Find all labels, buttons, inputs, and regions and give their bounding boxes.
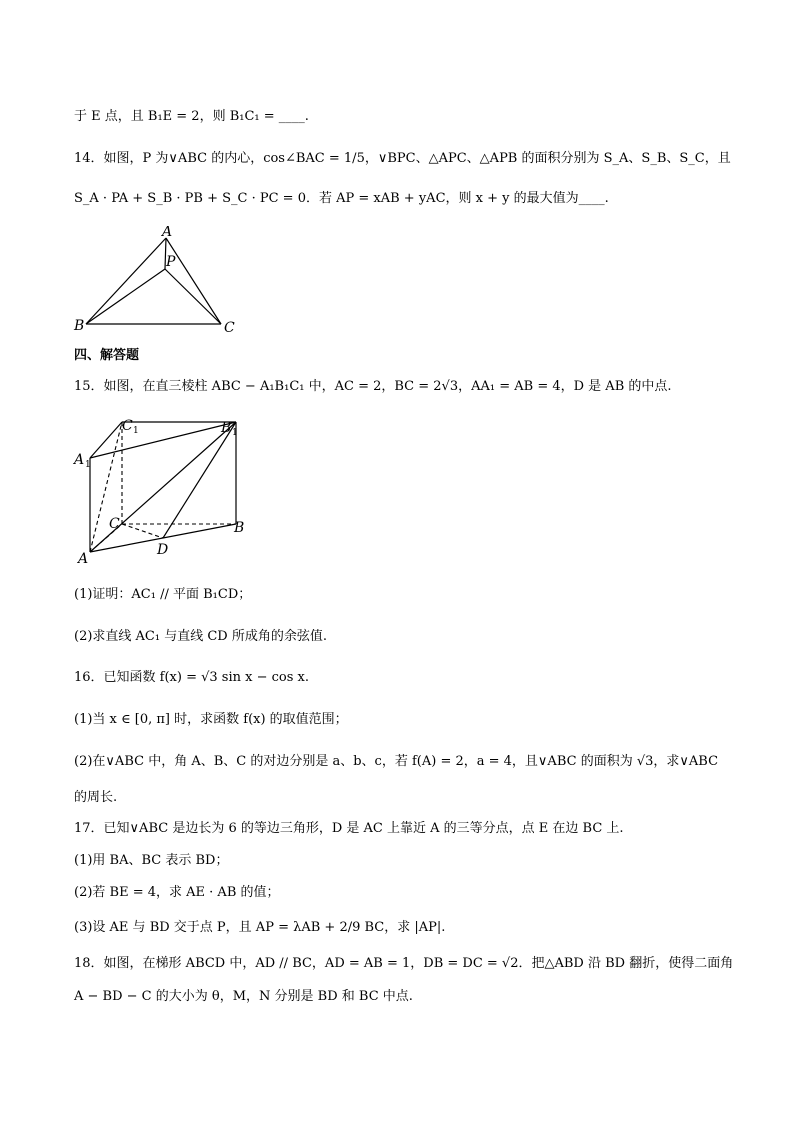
problem-18-line-1: 18．如图，在梯形 ABCD 中，AD // BC，AD = AB = 1，DB = DC = √2．把△ABD 沿 BD 翻折，使得二面角 [74, 956, 734, 971]
problem-17-line: 17．已知∨ABC 是边长为 6 的等边三角形，D 是 AC 上靠近 A 的三等分点，点 E 在边 BC 上. [74, 821, 624, 836]
section-heading-answers: 四、解答题 [74, 348, 140, 363]
point-label-d: D [157, 542, 169, 558]
problem-15-line: 15．如图，在直三棱柱 ABC − A₁B₁C₁ 中，AC = 2，BC = 2√3，AA₁ = AB = 4，D 是 AB 的中点. [74, 379, 672, 394]
vertex-label-a1: A [74, 452, 85, 468]
problem-17-part-1: (1)用 BA、BC 表示 BD； [74, 853, 229, 868]
vertex-label-b1: B [221, 420, 232, 436]
vertex-label-b: B [74, 318, 85, 334]
vertex-label-b: B [234, 520, 245, 536]
text-line-1: 于 E 点，且 B₁E = 2，则 B₁C₁ = ____. [74, 109, 309, 124]
subscript-a1: 1 [85, 460, 91, 470]
problem-16-line: 16．已知函数 f(x) = √3 sin x − cos x. [74, 670, 310, 685]
problem-17-part-2: (2)若 BE = 4，求 AE · AB 的值； [74, 885, 280, 900]
problem-16-part-1: (1)当 x ∈ [0, π] 时，求函数 f(x) 的取值范围； [74, 712, 348, 727]
subscript-c1: 1 [133, 426, 139, 436]
subscript-b1: 1 [232, 428, 238, 438]
problem-14-line-2: S_A · PA + S_B · PB + S_C · PC = 0．若 AP = xAB + yAC，则 x + y 的最大值为____. [74, 191, 609, 206]
problem-18-line-2: A − BD − C 的大小为 θ，M，N 分别是 BD 和 BC 中点. [74, 989, 413, 1004]
problem-16-part-2: (2)在∨ABC 中，角 A、B、C 的对边分别是 a、b、c，若 f(A) = 2，a = 4，且∨ABC 的面积为 √3，求∨ABC [74, 754, 719, 769]
triangle-figure [70, 226, 250, 338]
prism-figure [70, 414, 260, 566]
problem-14-line-1: 14．如图，P 为∨ABC 的内心，cos∠BAC = 1/5，∨BPC、△APC、△APB 的面积分别为 S_A、S_B、S_C，且 [74, 151, 731, 166]
vertex-label-a: A [78, 551, 89, 566]
problem-16-part-2-cont: 的周长. [74, 790, 118, 805]
problem-17-part-3: (3)设 AE 与 BD 交于点 P，且 AP = λAB + 2/9 BC，求 |AP|. [74, 920, 446, 935]
vertex-label-c1: C [122, 418, 133, 434]
problem-15-part-2: (2)求直线 AC₁ 与直线 CD 所成角的余弦值. [74, 629, 327, 644]
problem-15-part-1: (1)证明：AC₁ // 平面 B₁CD； [74, 587, 252, 602]
vertex-label-a: A [162, 226, 173, 240]
vertex-label-c: C [224, 320, 235, 336]
vertex-label-c: C [109, 516, 120, 532]
point-label-p: P [166, 254, 176, 270]
